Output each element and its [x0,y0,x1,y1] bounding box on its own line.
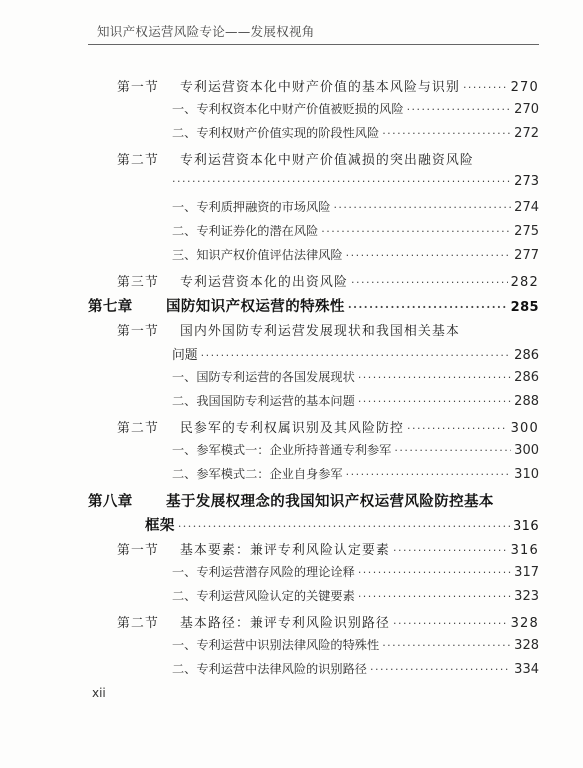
dot-leader [351,276,508,289]
page-number: 282 [510,275,539,290]
dot-leader [358,590,511,603]
section-number: 第二节 [117,153,159,168]
dot-leader [358,566,511,579]
entry-title: 二、专利权财产价值实现的阶段性风险 [172,126,380,140]
dot-leader [394,444,511,457]
page-number: 328 [514,638,539,653]
toc-entry-section[interactable] [117,271,539,291]
toc-entry-subsection[interactable] [172,441,539,461]
section-number: 第一节 [117,324,159,339]
entry-title: 国防知识产权运营的特殊性 [166,298,345,315]
entry-title: 专利运营资本化的出资风险 [180,275,348,290]
page-number: 317 [514,565,539,580]
entry-title: 一、专利运营潜存风险的理论诠释 [172,565,355,579]
page-number: 277 [514,248,539,263]
page-number: 274 [514,200,539,215]
entry-title: 基本要素：兼评专利风险认定要素 [180,543,390,558]
toc-entry-subsection[interactable] [172,636,539,656]
entry-title: 国内外国防专利运营发展现状和我国相关基本 [180,324,460,339]
dot-leader [407,422,508,435]
entry-title: 一、专利权资本化中财产价值被贬损的风险 [172,102,404,116]
page-number: 310 [514,467,539,482]
entry-title: 一、专利质押融资的市场风险 [172,200,331,214]
page-number: 316 [512,519,539,534]
toc-entry-subsection[interactable] [172,100,539,120]
entry-title: 二、参军模式二：企业自身参军 [172,467,343,481]
toc-entry-section[interactable] [117,417,539,437]
chapter-number: 第七章 [88,298,133,315]
entry-title: 民参军的专利权属识别及其风险防控 [180,421,404,436]
toc-entry-subsection[interactable] [172,246,539,266]
page-number: 334 [514,662,539,677]
chapter-number: 第八章 [88,493,133,510]
page-number: 300 [514,443,539,458]
toc-entry-chapter[interactable] [88,295,539,315]
entry-title: 专利运营资本化中财产价值的基本风险与识别 [180,80,460,95]
toc-entry-subsection[interactable] [172,222,539,242]
running-header: 知识产权运营风险专论——发展权视角 [97,24,315,39]
dot-leader [358,395,511,408]
toc-entry-section[interactable] [117,320,539,340]
page-number: 270 [514,102,539,117]
dot-leader [407,103,512,116]
toc-entry-subsection[interactable] [172,198,539,218]
dot-leader [172,175,511,188]
toc-entry-subsection[interactable] [172,660,539,680]
toc-entry-continuation[interactable] [172,174,539,194]
entry-title: 基于发展权理念的我国知识产权运营风险防控基本 [166,493,494,510]
section-number: 第一节 [117,543,159,558]
toc-entry-subsection[interactable] [172,587,539,607]
entry-title: 一、国防专利运营的各国发展现状 [172,370,355,384]
toc-entry-subsection[interactable] [172,465,539,485]
toc-entry-subsection[interactable] [172,124,539,144]
dot-leader [358,371,511,384]
entry-title: 一、专利运营中识别法律风险的特殊性 [172,638,380,652]
entry-title: 三、知识产权价值评估法律风险 [172,248,343,262]
toc-entry-chapter[interactable] [88,490,539,510]
entry-title: 二、我国国防专利运营的基本问题 [172,394,355,408]
dot-leader [393,617,508,630]
dot-leader [393,544,508,557]
entry-title: 问题 [172,348,198,363]
dot-leader [346,468,512,481]
toc-entry-subsection[interactable] [172,368,539,388]
page-number: 328 [510,616,539,631]
page-number: 272 [514,126,539,141]
page-folio: xii [92,686,106,700]
page-number: 286 [514,348,539,363]
entry-title: 框架 [145,517,175,534]
dot-leader [382,127,511,140]
page-number: 270 [510,80,539,95]
entry-title: 二、专利证券化的潜在风险 [172,224,319,238]
page-number: 285 [510,300,539,315]
page-number: 275 [514,224,539,239]
toc-entry-subsection[interactable] [172,563,539,583]
toc-entry-section[interactable] [117,149,539,169]
dot-leader [348,301,508,314]
toc-entry-section[interactable] [117,76,539,96]
section-number: 第二节 [117,616,159,631]
toc-entry-section[interactable] [117,539,539,559]
dot-leader [463,81,508,94]
entry-title: 一、参军模式一：企业所持普通专利参军 [172,443,392,457]
dot-leader [382,639,511,652]
toc-entry-section[interactable] [117,612,539,632]
dot-leader [178,520,510,533]
dot-leader [370,663,511,676]
toc-entry-subsection[interactable] [172,392,539,412]
page-number: 286 [514,370,539,385]
toc-entry-continuation[interactable] [172,344,539,364]
section-number: 第一节 [117,80,159,95]
dot-leader [201,349,512,362]
entry-title: 基本路径：兼评专利风险识别路径 [180,616,390,631]
toc-entry-continuation[interactable] [145,514,539,534]
section-number: 第三节 [117,275,159,290]
header-rule [88,44,539,45]
dot-leader [346,249,512,262]
page-number: 300 [510,421,539,436]
entry-title: 专利运营资本化中财产价值减损的突出融资风险 [180,153,474,168]
dot-leader [321,225,511,238]
page-number: 288 [514,394,539,409]
section-number: 第二节 [117,421,159,436]
page-number: 323 [514,589,539,604]
page-number: 316 [510,543,539,558]
entry-title: 二、专利运营中法律风险的识别路径 [172,662,367,676]
dot-leader [333,201,511,214]
page-number: 273 [514,174,539,189]
entry-title: 二、专利运营风险认定的关键要素 [172,589,355,603]
